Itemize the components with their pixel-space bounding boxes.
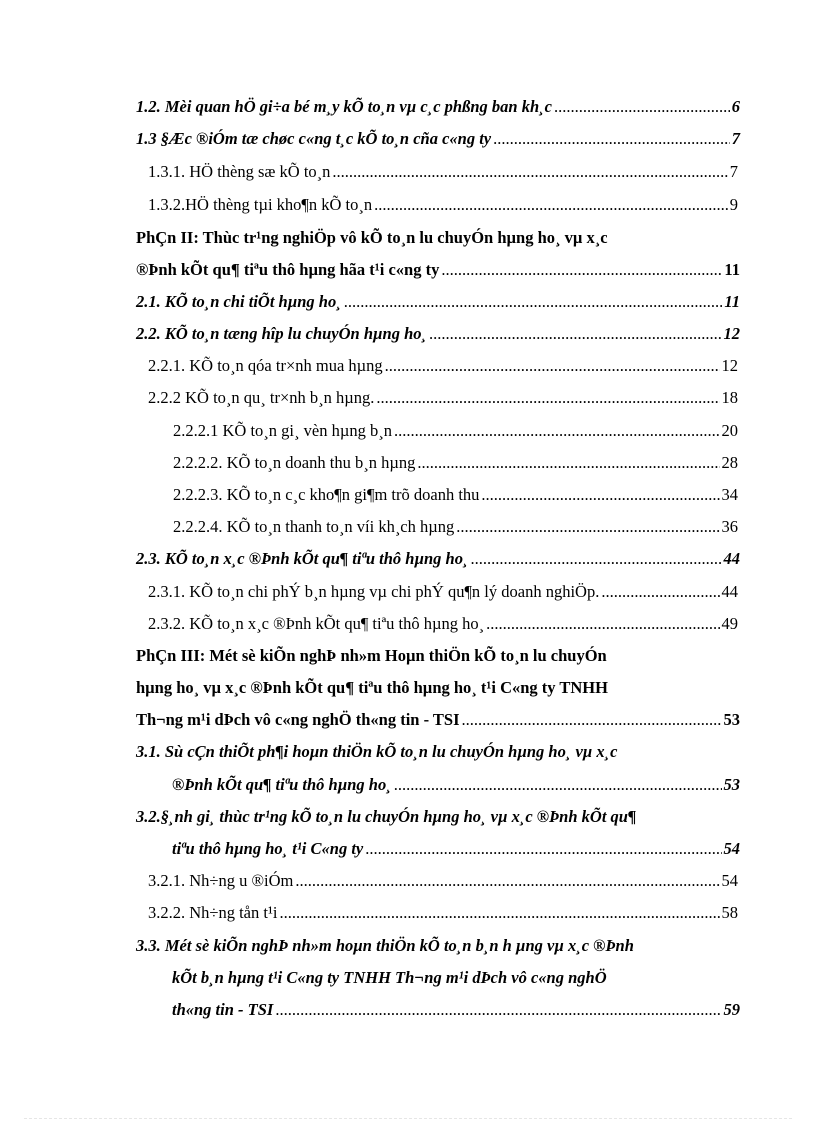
toc-entry-label: 1.3.1. HÖ thèng sæ kÕ to¸n [148, 162, 331, 181]
toc-leader-dots [275, 998, 721, 1022]
toc-entry-page: 12 [723, 324, 740, 343]
toc-entry-label: 2.2.2.4. KÕ to¸n thanh to¸n víi kh¸ch hµng [173, 517, 455, 536]
toc-entry-page: 53 [723, 710, 740, 729]
toc-entry[interactable] [148, 386, 738, 410]
toc-entry[interactable] [148, 612, 738, 636]
toc-entry-page: 9 [729, 195, 738, 214]
toc-entry-page: 12 [721, 356, 738, 375]
toc-entry[interactable] [173, 483, 738, 507]
toc-leader-dots [365, 837, 721, 861]
toc-entry[interactable] [136, 322, 740, 346]
toc-leader-dots [554, 95, 730, 119]
toc-leader-dots [456, 515, 719, 539]
toc-entry-label: 2.3.1. KÕ to¸n chi phÝ b¸n hµng vµ chi phÝ qu¶n lý doanh nghiÖp. [148, 582, 600, 601]
toc-entry-page: 49 [721, 614, 738, 633]
toc-entry[interactable] [173, 419, 738, 443]
toc-entry-page: 18 [721, 388, 738, 407]
toc-entry-page: 7 [729, 162, 738, 181]
toc-leader-dots [374, 193, 728, 217]
toc-entry-continued-label: hµng ho¸ vµ x¸c ®Þnh kÕt qu¶ tiªu thô hµng ho¸ t¹i C«ng ty TNHH [136, 678, 608, 697]
toc-leader-dots [295, 869, 719, 893]
toc-entry[interactable] [148, 580, 738, 604]
toc-entry[interactable] [136, 290, 740, 314]
toc-entry[interactable] [172, 837, 740, 861]
toc-entry-continued-label: 3.1. Sù cÇn thiÕt ph¶i hoµn thiÖn kÕ to¸n lu chuyÓn hµng ho¸ vµ x¸c [136, 742, 618, 761]
toc-entry-continued-label: 3.3. Mét sè kiÕn nghÞ nh»m hoµn thiÖn kÕ to¸n b¸n h µng vµ x¸c ®Þnh [136, 936, 634, 955]
toc-entry[interactable] [148, 354, 738, 378]
toc-leader-dots [280, 901, 720, 925]
toc-entry-page: 34 [721, 485, 738, 504]
toc-entry-label: 1.2. Mèi quan hÖ gi÷a bé m¸y kÕ to¸n vµ c¸c phßng ban kh¸c [136, 97, 552, 116]
toc-entry[interactable] [148, 869, 738, 893]
toc-entry-page: 54 [721, 871, 738, 890]
toc-entry-page: 6 [731, 97, 740, 116]
toc-leader-dots [493, 127, 730, 151]
toc-leader-dots [394, 419, 720, 443]
toc-entry-label: Th¬ng m¹i dÞch vô c«ng nghÖ th«ng tin - TSI [136, 710, 460, 729]
toc-entry[interactable] [136, 95, 740, 119]
toc-entry-label: 2.3.2. KÕ to¸n x¸c ®Þnh kÕt qu¶ tiªu thô hµng ho¸ [148, 614, 485, 633]
toc-entry-page: 7 [731, 129, 740, 148]
toc-entry-label: 2.2.2 KÕ to¸n qu¸ tr×nh b¸n hµng. [148, 388, 375, 407]
toc-leader-dots [417, 451, 719, 475]
toc-entry-page: 28 [721, 453, 738, 472]
toc-entry-label: 2.2.1. KÕ to¸n qóa tr×nh mua hµng [148, 356, 383, 375]
toc-entry[interactable] [136, 547, 740, 571]
toc-entry[interactable] [173, 451, 738, 475]
toc-entry[interactable] [148, 160, 738, 184]
toc-entry-page: 58 [721, 903, 738, 922]
toc-leader-dots [481, 483, 719, 507]
toc-leader-dots [332, 160, 727, 184]
toc-leader-dots [462, 708, 722, 732]
toc-entry-page: 36 [721, 517, 738, 536]
toc-entry[interactable] [136, 708, 740, 732]
toc-entry[interactable] [172, 773, 740, 797]
toc-leader-dots [429, 322, 722, 346]
toc-entry-page: 53 [723, 775, 740, 794]
toc-entry-label: tiªu thô hµng ho¸ t¹i C«ng ty [172, 839, 364, 858]
toc-leader-dots [441, 258, 722, 282]
toc-entry-continued-label: 3.2.§¸nh gi¸ thùc tr¹ng kÕ to¸n lu chuyÓn hµng ho¸ vµ x¸c ®Þnh kÕt qu¶ [136, 807, 637, 826]
toc-entry-label: 2.2.2.2. KÕ to¸n doanh thu b¸n hµng [173, 453, 416, 472]
toc-entry[interactable] [172, 998, 740, 1022]
toc-entry-label: 2.1. KÕ to¸n chi tiÕt hµng ho¸ [136, 292, 342, 311]
toc-entry-label: 2.2.2.1 KÕ to¸n gi¸ vèn hµng b¸n [173, 421, 392, 440]
toc-entry-page: 44 [723, 549, 740, 568]
toc-leader-dots [344, 290, 723, 314]
toc-entry[interactable] [148, 193, 738, 217]
toc-entry-label: 2.2.2.3. KÕ to¸n c¸c kho¶n gi¶m trõ doanh thu [173, 485, 480, 504]
toc-leader-dots [376, 386, 719, 410]
toc-entry-label: 2.3. KÕ to¸n x¸c ®Þnh kÕt qu¶ tiªu thô hµng ho¸ [136, 549, 469, 568]
toc-entry-label: 1.3 §Æc ®iÓm tæ chøc c«ng t¸c kÕ to¸n cña c«ng ty [136, 129, 492, 148]
toc-entry-continued-label: PhÇn III: Mét sè kiÕn nghÞ nh»m Hoµn thiÖn kÕ to¸n lu chuyÓn [136, 646, 607, 665]
toc-entry-label: th«ng tin - TSI [172, 1000, 274, 1019]
toc-entry-page: 44 [721, 582, 738, 601]
toc-leader-dots [470, 547, 721, 571]
toc-entry-continued-label: kÕt b¸n hµng t¹i C«ng ty TNHH Th¬ng m¹i dÞch vô c«ng nghÖ [172, 968, 607, 987]
toc-entry-label: ®Þnh kÕt qu¶ tiªu thô hµng hãa t¹i c«ng ty [136, 260, 440, 279]
toc-entry-label: 3.2.2. Nh÷ng tån t¹i [148, 903, 278, 922]
toc-entry-continued-label: PhÇn II: Thùc tr¹ng nghiÖp vô kÕ to¸n lu chuyÓn hµng ho¸ vµ x¸c [136, 228, 608, 247]
toc-entry-label: 1.3.2.HÖ thèng tµi kho¶n kÕ to¸n [148, 195, 373, 214]
toc-leader-dots [601, 580, 719, 604]
toc-entry-label: ®Þnh kÕt qu¶ tiªu thô hµng ho¸ [172, 775, 392, 794]
toc-leader-dots [486, 612, 719, 636]
toc-entry-page: 59 [723, 1000, 740, 1019]
page-bottom-divider [24, 1118, 792, 1119]
toc-entry-label: 3.2.1. Nh÷ng u ®iÓm [148, 871, 294, 890]
toc-entry-page: 20 [721, 421, 738, 440]
toc-leader-dots [385, 354, 720, 378]
toc-entry-label: 2.2. KÕ to¸n tæng hîp lu chuyÓn hµng ho¸ [136, 324, 427, 343]
toc-entry-page: 54 [723, 839, 740, 858]
toc-entry-page: 11 [724, 292, 740, 311]
toc-entry[interactable] [136, 258, 740, 282]
toc-entry[interactable] [148, 901, 738, 925]
toc-entry[interactable] [173, 515, 738, 539]
toc-entry[interactable] [136, 127, 740, 151]
toc-leader-dots [394, 773, 722, 797]
toc-entry-page: 11 [724, 260, 740, 279]
